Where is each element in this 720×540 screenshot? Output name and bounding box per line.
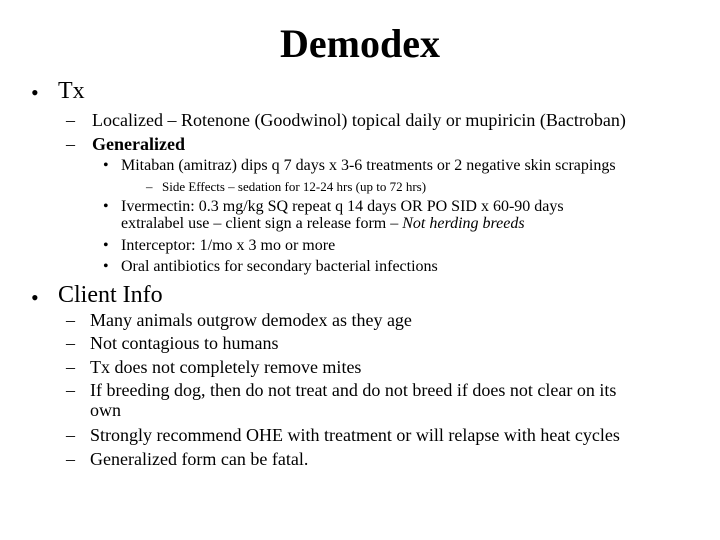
bullet-icon: •	[103, 237, 109, 254]
dash-icon: –	[66, 449, 75, 469]
client-info-item-continued: own	[90, 400, 121, 420]
dash-icon: –	[66, 425, 75, 445]
tx-mitaban: Mitaban (amitraz) dips q 7 days x 3-6 treatments or 2 negative skin scrapings	[121, 157, 616, 174]
bullet-icon: •	[31, 285, 39, 310]
dash-icon: –	[66, 134, 75, 154]
tx-antibiotics: Oral antibiotics for secondary bacterial infections	[121, 258, 438, 275]
bullet-icon: •	[103, 198, 109, 215]
bullet-icon: •	[103, 157, 109, 174]
tx-ivermectin-line2-prefix: extralabel use – client sign a release form –	[121, 215, 403, 232]
tx-ivermectin-line2-italic: Not herding breeds	[402, 215, 525, 232]
bullet-icon: •	[31, 80, 39, 105]
client-info-item: If breeding dog, then do not treat and do not breed if does not clear on its	[90, 380, 617, 400]
client-info-item: Not contagious to humans	[90, 333, 279, 353]
client-info-item: Tx does not completely remove mites	[90, 357, 362, 377]
tx-heading: Tx	[58, 78, 85, 104]
client-info-item: Strongly recommend OHE with treatment or will relapse with heat cycles	[90, 425, 620, 445]
client-info-item: Generalized form can be fatal.	[90, 449, 309, 469]
slide-title: Demodex	[280, 21, 440, 66]
dash-icon: –	[66, 333, 75, 353]
dash-icon: –	[66, 310, 75, 330]
tx-generalized-heading: Generalized	[92, 134, 185, 154]
tx-side-effects: Side Effects – sedation for 12-24 hrs (up to 72 hrs)	[162, 179, 427, 194]
client-info-item: Many animals outgrow demodex as they age	[90, 310, 412, 330]
dash-icon: –	[66, 110, 75, 130]
dash-icon: –	[146, 179, 153, 194]
client-info-heading: Client Info	[58, 282, 163, 308]
tx-localized: Localized – Rotenone (Goodwinol) topical daily or mupiricin (Bactroban)	[92, 110, 626, 130]
tx-interceptor: Interceptor: 1/mo x 3 mo or more	[121, 237, 336, 254]
bullet-icon: •	[103, 258, 109, 275]
tx-ivermectin-line1: Ivermectin: 0.3 mg/kg SQ repeat q 14 days OR PO SID x 60-90 days	[121, 198, 564, 215]
tx-ivermectin-line2	[121, 215, 525, 233]
dash-icon: –	[66, 380, 75, 400]
dash-icon: –	[66, 357, 75, 377]
